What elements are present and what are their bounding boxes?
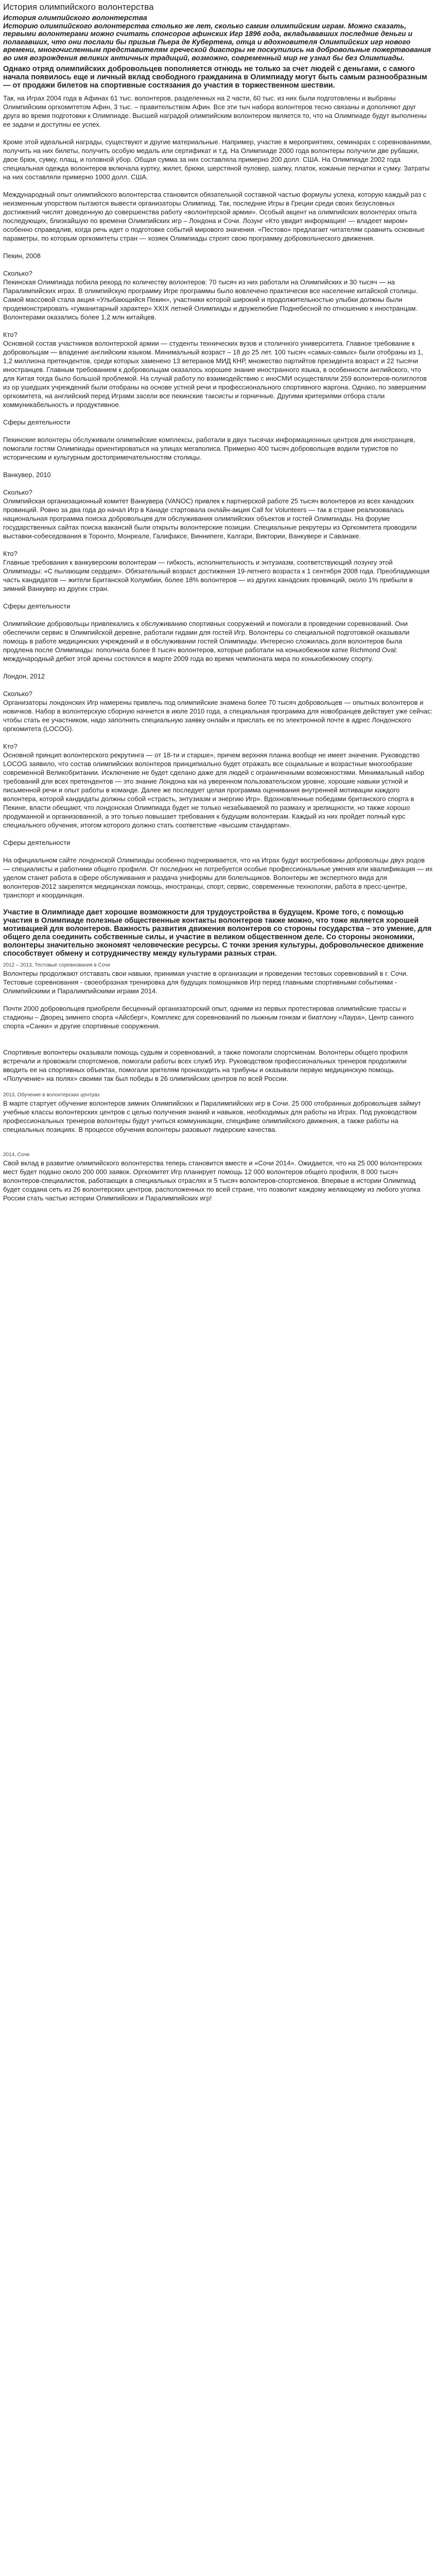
paragraph: Волонтеры продолжают отставать свои навыки, принимая участие в организации и проведении тестовых соревнований в г. Сочи. Тестовые соревнования - своеобразная тренировка для будущих помощников Игр перед главными спортивными событиями - Олимпийскими и Паралимпийскими играми 2014. [3, 970, 408, 995]
date-caption: 2014, Сочи [3, 1152, 30, 1158]
paragraph: Кроме этой идеальной награды, существуют и другие материальные. Например, участие в мероприятиях, семинарах с соревнованиями, получить на них билеты, получить особую медаль или сертификат и т.д. На Олимпиаде 2000 года волонтеры получили две рубашки, двое брюк, сумку, плащ, и головной убор. Общая сумма за них составляла примерно 200 долл. США. На Олимпиаде 2002 года специальная одежда волонтеров включала куртку, жилет, брюки, шерстяной пуловер, шапку, платок, кожаные перчатки и сумку. Затраты на них составляли примерно 1000 долл. США. [3, 138, 432, 181]
paragraph: Кто? Основной состав участников волонтерской армии — студенты технических вузов и столичного университета. Главное требование к добровольцам — владение английским языком. Минимальный возраст – 18 до 25 лет. 100 тысяч «самых-самых» были отобраны из 1, 1,2 миллиона претендентов, среди которых заменено 13 ветеранов МИД КНР, множество партийтов президента возраст и 22 тысячи иностранцев. Главным требованием к добровольцам оказалось хорошее знание иностранного языка, в особенности английского, что для Китая тогда было большой проблемой. На случай работу по взаимодействию с иноСМИ осуществляли 259 волонтеров-полиглотов из ор ушедших учреждений были отобраны на основе устной речи и профессионального спортивного жаргона. Однако, по завершении оргкомитета, на английский перед Играми засели все пекинские таксисты и горничные. Другими критериями отбора стали коммуникабельность и продуктивное. [3, 331, 427, 409]
article [0, 0, 436, 1202]
lead-text: Историю олимпийского волонтерства столько же лет, сколько самим олимпийским играм. Можно сказать, первыми волонтерами можно считать спонсоров афинских Игр 1896 года, вкладывавших последние деньги и полагавших, что они послали бы призыв Пьера де Кубертена, отца и вдохновителя Олимпийских игр нового времени, многочисленным представителям греческой диаспоры не поскупились на добровольные пожертвования во имя возрождения великих античных традиций, возможно, современный мир не узнал бы без Олимпиады. [3, 21, 431, 62]
paragraph: Олимпийские добровольцы привлекались к обслуживанию спортивных сооружений и помогали в проведении соревнований. Они обеспечили сервис в Олимпийской деревне, работали гидами для гостей Игр. Волонтеры со специальной подготовкой оказывали помощь в работе медицинских учреждений и в обслуживании гостей Олимпиады. Интересно сложилась доля волонтеров была продлена после Олимпиады: пополнила более 8 тысяч волонтеров, которые работали на конькобежном катке Richmond Oval: международный дебют этой арены состоялся в марте 2009 года во время чемпионата мира по конькобежному спорту. [3, 620, 410, 663]
paragraph: На официальном сайте лондонской Олимпиады особенно подчеркивается, что на Играх будут востребованы добровольцы двух родов — специалисты и работники общего профиля. От последних не потребуется особые профессиональные умения или квалификация — их уделом станет работа в сфере обслуживания и раздача униформы для болельщиков. Волонтеры же экспертного вида для волонтеров-2012 закрепятся медицинская помощь, иностранцы, спорт, сервис, современные технологии, работа в пресс-центре, транспорт и координация. [3, 856, 433, 899]
section-heading: Лондон, 2012 [3, 672, 45, 680]
section-heading: Сферы деятельности [3, 418, 71, 426]
bold-intro: Однако отряд олимпийских добровольцев пополняется отнюдь не только за счет людей с деньгами, с самого начала появилось еще и личный вклад свободного гражданина в Олимпиаду могут быть самым разнообразным — от продажи билетов на спортивные состязания до участия в торжественном шествии. [3, 65, 427, 90]
paragraph: Так, на Играх 2004 года в Афинах 61 тыс. волонтеров, разделенных на 2 части, 60 тыс. из них были подготовлены и выбраны Олимпийским оргкомитетом Афин, 3 тыс. – правительством Афин. Все эти тыч набора волонтеров тесно связаны и дополняют друг друга во время подготовки к Олимпиаде. Высшей наградой олимпийским волонтером является то, что на Олимпиаде будут выполнены ее задачи и доступны ее успех. [3, 94, 427, 128]
paragraph: Кто? Главные требования к ванкуверским волонтерам — гибкость, исполнительность и энтузиазм, соответствующий лозунгу этой Олимпиады: «С пылающим сердцем». Обязательный возраст достижения 19-летнего возраста к 1 сентября 2008 года. Преобладающая часть кандидатов — жители Британской Колумбии, более 18% волонтеров — из других канадских провинций, около 1% прибыли в зимний Ванкувер из других стран. [3, 550, 430, 592]
paragraph: В марте стартует обучение волонтеров зимних Олимпийских и Паралимпийских игр в Сочи. 25 000 отобранных добровольцев займут учебные классы волонтерских центров с целью получения знаний и навыков, необходимых для работы на Играх. Под руководством профессиональных тренеров волонтеры будут учиться коммуникации, специфике олимпийского движения, а также работы на специальных позициях. В процессе обучения волонтеры разовьют лидерские качества. [3, 1099, 421, 1133]
paragraph: Сколько? Пекинская Олимпиада побила рекорд по количеству волонтеров: 70 тысяч из них работали на Олимпийских и 30 тысяч — на Паралимпийских играх. В олимпийскую программу Игре программы было вовлечено практически все население китайской столицы. Самой массовой стала акция «Улыбающийся Пекин», участники которой широкий и продолжительностью улыбки должны были продемонстрировать «гуманитарный характер» XXIX летней Олимпиады и дружелюбие Поднебесной по отношению к иностранцам. Волонтерами оказались более 1,2 млн китайцев. [3, 269, 418, 321]
page-title: История олимпийского волонтерства [3, 2, 154, 12]
paragraph: Пекинские волонтеры обслуживали олимпийские комплексы, работали в двух тысячах информационных центров для иностранцев, помогали гостям Олимпиады ориентироваться на улицах мегаполиса. Примерно 400 тысяч добровольцев водили туристов по историческим и культурным достопримечательностям столицы. [3, 436, 415, 461]
lead-paragraph [3, 14, 433, 62]
section-heading: Сферы деятельности [3, 839, 71, 846]
paragraph: Сколько? Организаторы лондонских Игр намерены привлечь под олимпийские знамена более 70 тысяч добровольцев — опытных волонтеров и новичков. Набор в волонтерскую сборную начнется в июле 2010 года, а специальная программа для новобранцев действует уже сейчас: чтобы стать ее участником, надо заполнить специальную заявку онлайн и прислать ее по электронной почте в адрес Лондонского оргкомитета (LOCOG). [3, 690, 433, 733]
section-heading: Ванкувер, 2010 [3, 471, 51, 479]
lead-heading: История олимпийского волонтерства [3, 13, 147, 22]
paragraph: Почти 2000 добровольцев приобрели бесценный организаторский опыт, одними из первых протестировав олимпийские трассы и стадионы – Дворец зимнего спорта «Айсберг», Комплекс для соревнований по лыжным гонкам и биатлону «Лаура», Центр санного спорта «Санки» и другие спортивные сооружения. [3, 1005, 414, 1030]
section-heading: Сферы деятельности [3, 602, 71, 610]
paragraph: Свой вклад в развитие олимпийского волонтерства теперь становится вместе и «Сочи 2014». Ожидается, что на 25 000 волонтерских мест будет подано около 200 000 заявок. Оргкомитет Игр планирует помощь 12 000 волонтеров общего профиля, 8 000 тысяч волонтеров-специалистов, работающих в специальных отраслях и 5 тысяч волонтеров-спортсменов. Впервые в истории Олимпиад будет создана сеть из 26 волонтерских центров, расположенных по всей стране, что позволит каждому желающему из любого уголка России стать частью истории Олимпийских и Паралимпийских игр! [3, 1159, 423, 1202]
paragraph: Кто? Основной принцип волонтерского рекрутинга — от 18-ти и старше», причем верхняя планка вообще не имеет значения. Руководство LOCOG заявило, что состав олимпийских волонтеров принципиально будет отражать все социальные и возрастные многообразие современной Великобритании. Исключение не будет сделано даже для людей с ограниченными возможностями. Минимальный набор требований для всех претендентов — это знание Лондона как на уверенном пользовательском уровне, хорошие навыки устной и письменной речи и опыт работы в команде. Далее же последует целая программа оценивания внутренней мотивации каждого волонтера, которой кандидаты должны собой «страсть, энтузиазм и энергию Игр». Вдохновленные победами британского спорта в Пекине, власти обещают, что лондонская Олимпиада будет не только незабываемой по размаху и зрелищности, но также хорошо продуманной и организованной, а это только повышает требования к будущим волонтерам. Каждый из них пройдет полный курс специального обучения, итогом которого должно стать соответствие «высшим стандартам». [3, 742, 425, 829]
date-caption: 2013, Обучение в волонтерских центрах [3, 1092, 100, 1098]
article-body [3, 94, 433, 1202]
paragraph: Спортивные волонтеры оказывали помощь судьям и соревнований, а также помогали спортсменам. Волонтеры общего профиля встречали и провожали спортсменов, помогали работы всех служб Игр. Руководством профессиональных тренеров продолжили вводить ее на спортивных объектах, помогали зрителям пронаходить на трибуны и оказывали первую медицинскую помощь. «Получение» на полях» своими так был победы в 26 олимпийских центров по всей России. [3, 1048, 408, 1082]
paragraph: Международный опыт олимпийского волонтерства становится обязательной составной частью формулы успеха, которую каждый раз с неизменным упорством пытаются вывести организаторы Олимпиад. Так, последние Игры в Греции среди своих безусловных достижений числят доведенную до совершенства работу «волонтерской армии». Особый акцент на олимпийских волонтерах опыта последующих, близкайшую по времени Олимпийских игр – Лондона и Сочи. Лозунг «Кто увидит информация! — владеет миром» особенно справедлив, когда речь идет о подготовке событий мирового значения. «Пестово» предлагает читателям сравнить основные параметры, по которым оргкомитеты стран — хозяек Олимпиады строят свою программу добровольческого движения. [3, 191, 427, 242]
paragraph: Сколько? Олимпийская организационный комитет Ванкувера (VANOC) привлек к партнерской работе 25 тысяч волонтеров из всех канадских провинций. Ровно за два года до начал Игр в Канаде стартовала онлайн-акция Call for Volunteers — так в стране реализовалась национальная программа поиска добровольцев для обслуживания олимпийских объектов и гостей Олимпиады. На форуме государственных сайтах поиска вакансий были открыты волонтерские позиции. Специальные рекрутеры из Оргкомитета проводили выставки-собеседования в Торонто, Монреале, Галифаксе, Виннипеге, Калгари, Виктории, Ванкувере и Саванаке. [3, 488, 417, 540]
spacer [3, 1143, 433, 1151]
bold-paragraph: Участие в Олимпиаде дает хорошие возможности для трудоустройства в будущем. Кроме того, с помощью участия в Олимпиаде полезные общественные контакты волонтеров также можно, что тоже является хорошей мотивацией для волонтеров. Важность развития движения волонтеров со стороны государства – это умение, для общего дела соединить собственные силы, и участие в великом общественном деле. Со стороны экономики, волонтеры значительно экономят человеческие ресурсы. С точки зрения культуры, добровольческое движение способствует обмену и сотрудничеству между культурами разных стран. [3, 908, 432, 958]
section-heading: Пекин, 2008 [3, 252, 41, 260]
date-caption: 2012 – 2013, Тестовые соревнования в Сочи [3, 962, 110, 968]
spacer [3, 1039, 433, 1048]
